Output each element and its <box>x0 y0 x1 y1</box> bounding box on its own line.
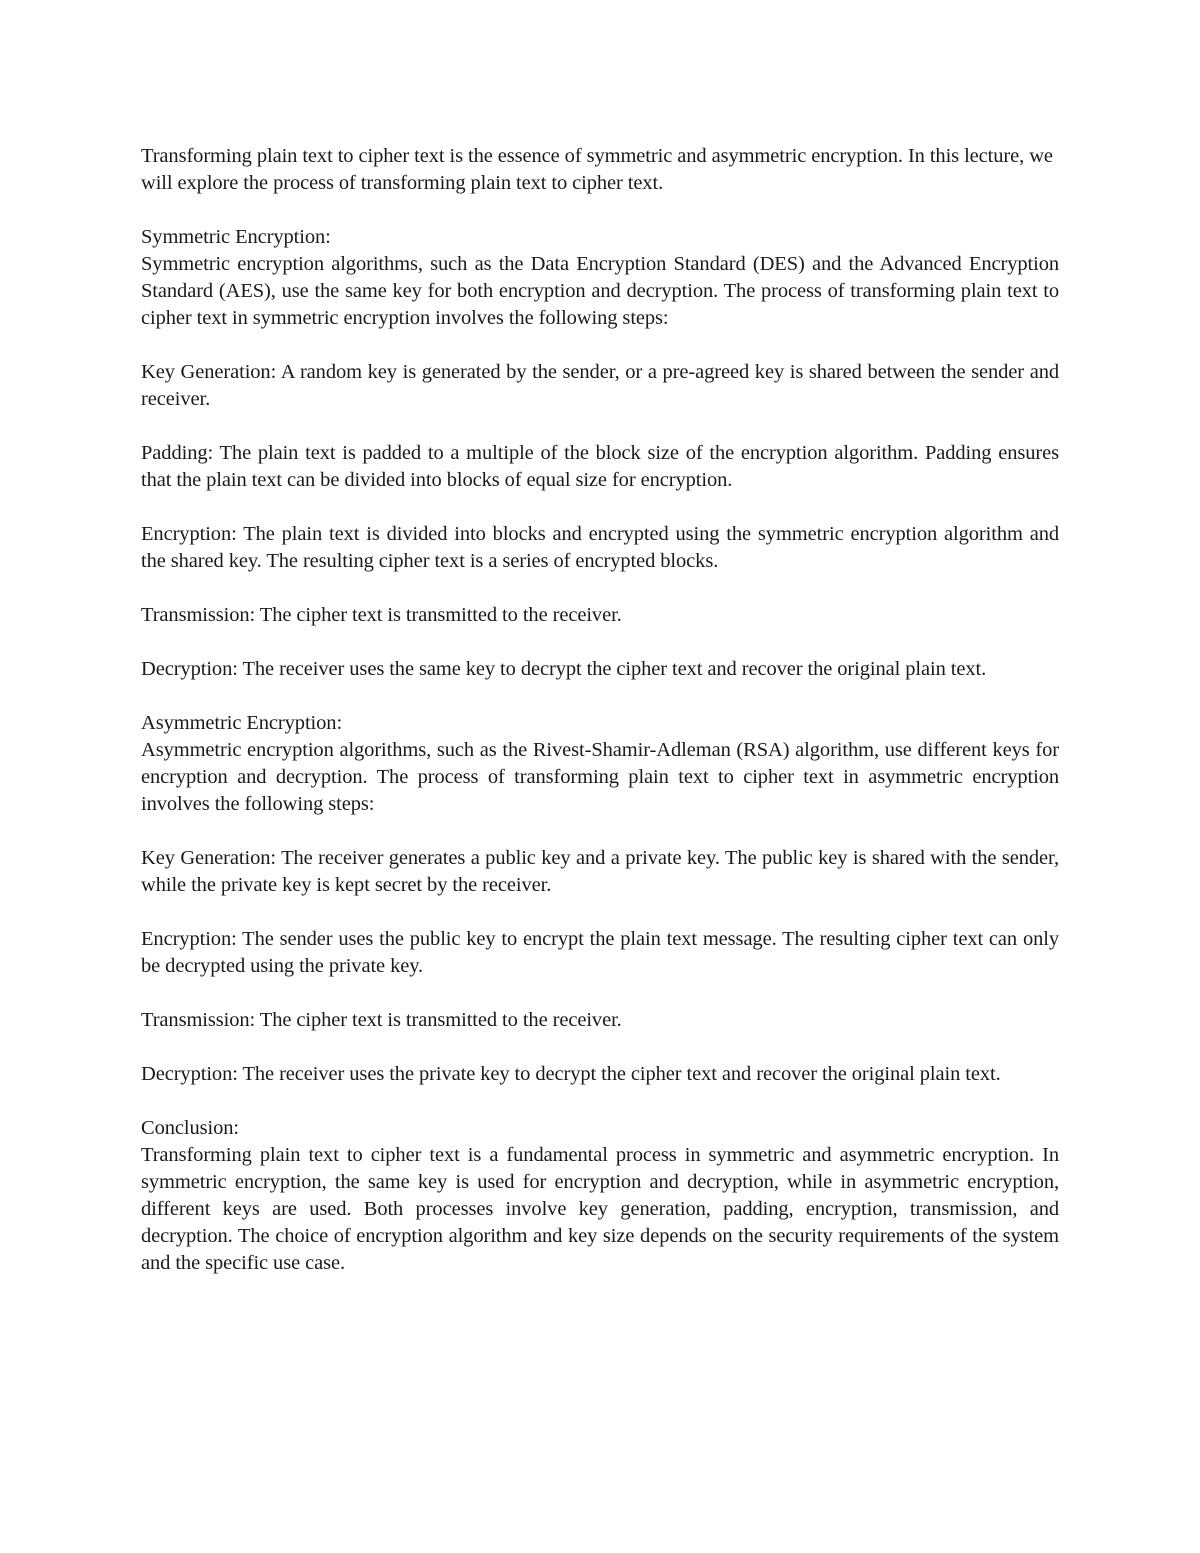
asymmetric-heading: Asymmetric Encryption: <box>141 712 343 734</box>
symmetric-body: Symmetric encryption algorithms, such as the Data Encryption Standard (DES) and the Advanced Encryption Standard (AES), use the same key for both encryption and decryption. The process of transforming plain text to cipher text in symmetric encryption involves the following steps: <box>141 253 1059 329</box>
asymmetric-step-transmission <box>141 1007 1059 1034</box>
step-paragraph: Encryption: The sender uses the public key to encrypt the plain text message. The resulting cipher text can only be decrypted using the private key. <box>141 928 1059 977</box>
step-paragraph: Transmission: The cipher text is transmitted to the receiver. <box>141 1009 622 1031</box>
step-paragraph: Key Generation: The receiver generates a public key and a private key. The public key is shared with the sender, while the private key is kept secret by the receiver. <box>141 847 1059 896</box>
asymmetric-body: Asymmetric encryption algorithms, such as the Rivest-Shamir-Adleman (RSA) algorithm, use different keys for encryption and decryption. The process of transforming plain text to cipher text in asymmetric encryption involves the following steps: <box>141 739 1059 815</box>
symmetric-step-encryption <box>141 521 1059 575</box>
asymmetric-step-encryption <box>141 926 1059 980</box>
asymmetric-section <box>141 710 1059 818</box>
intro-paragraph: Transforming plain text to cipher text is the essence of symmetric and asymmetric encryption. In this lecture, we will explore the process of transforming plain text to cipher text. <box>141 145 1053 194</box>
asymmetric-step-key-generation <box>141 845 1059 899</box>
symmetric-step-key-generation <box>141 359 1059 413</box>
step-paragraph: Padding: The plain text is padded to a multiple of the block size of the encryption algorithm. Padding ensures that the plain text can be divided into blocks of equal size for encryption. <box>141 442 1059 491</box>
step-paragraph: Key Generation: A random key is generated by the sender, or a pre-agreed key is shared between the sender and receiver. <box>141 361 1059 410</box>
step-paragraph: Decryption: The receiver uses the private key to decrypt the cipher text and recover the original plain text. <box>141 1063 1001 1085</box>
document-page <box>141 143 1059 1304</box>
conclusion-body: Transforming plain text to cipher text is a fundamental process in symmetric and asymmetric encryption. In symmetric encryption, the same key is used for encryption and decryption, while in asymmetric encryption, different keys are used. Both processes involve key generation, padding, encryption, transmission, and decryption. The choice of encryption algorithm and key size depends on the security requirements of the system and the specific use case. <box>141 1144 1059 1274</box>
symmetric-step-decryption <box>141 656 1059 683</box>
symmetric-step-transmission <box>141 602 1059 629</box>
conclusion-heading: Conclusion: <box>141 1117 239 1139</box>
symmetric-step-padding <box>141 440 1059 494</box>
step-paragraph: Encryption: The plain text is divided into blocks and encrypted using the symmetric encryption algorithm and the shared key. The resulting cipher text is a series of encrypted blocks. <box>141 523 1059 572</box>
symmetric-heading: Symmetric Encryption: <box>141 226 331 248</box>
step-paragraph: Transmission: The cipher text is transmitted to the receiver. <box>141 604 622 626</box>
step-paragraph: Decryption: The receiver uses the same key to decrypt the cipher text and recover the original plain text. <box>141 658 987 680</box>
intro-section <box>141 143 1059 197</box>
symmetric-section <box>141 224 1059 332</box>
asymmetric-step-decryption <box>141 1061 1059 1088</box>
conclusion-section <box>141 1115 1059 1277</box>
